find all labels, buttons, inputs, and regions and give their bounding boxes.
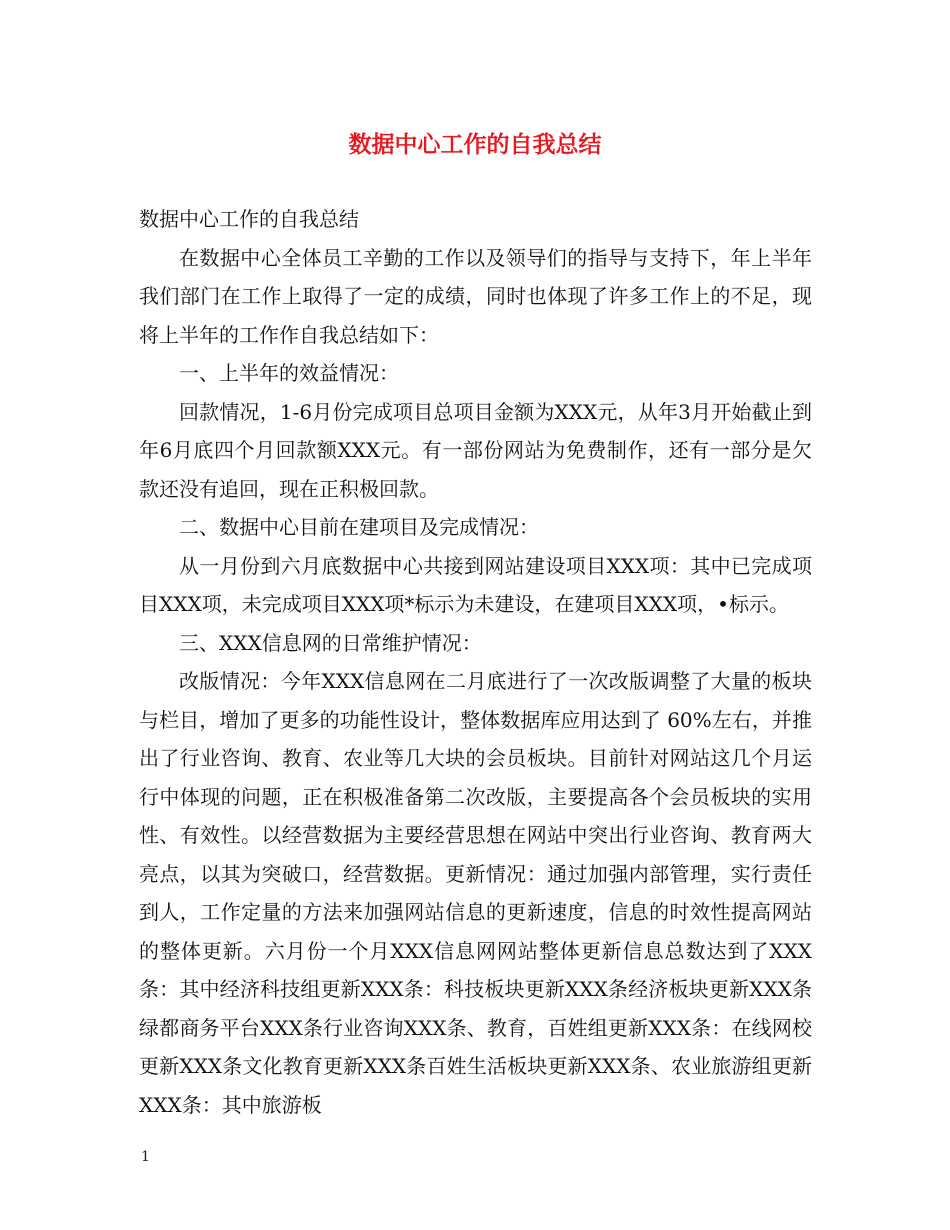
paragraph-payments: 回款情况，1-6月份完成项目总项目金额为XXX元，从年3月开始截止到年6月底四个月回款额XXX元。有一部份网站为免费制作，还有一部分是欠款还没有追回，现在正积极回款。	[139, 399, 812, 501]
section-heading-3: 三、XXX信息网的日常维护情况：	[179, 630, 482, 655]
document-title: 数据中心工作的自我总结	[348, 132, 602, 158]
body-subtitle: 数据中心工作的自我总结	[139, 207, 359, 231]
page-number: 1	[141, 1149, 150, 1165]
section-heading-1: 一、上半年的效益情况：	[179, 361, 399, 385]
paragraph-projects: 从一月份到六月底数据中心共接到网站建设项目XXX项：其中已完成项目XXX项，未完成项目XXX项*标示为未建设，在建项目XXX项，•标示。	[139, 553, 812, 616]
section-heading-2: 二、数据中心目前在建项目及完成情况：	[179, 515, 539, 539]
paragraph-intro: 在数据中心全体员工辛勤的工作以及领导们的指导与支持下，年上半年我们部门在工作上取得了一定的成绩，同时也体现了许多工作上的不足，现将上半年的工作作自我总结如下：	[139, 245, 812, 347]
paragraph-maintenance: 改版情况：今年XXX信息网在二月底进行了一次改版调整了大量的板块与栏目，增加了更多的功能性设计，整体数据库应用达到了 60%左右，并推出了行业咨询、教育、农业等几大块的会员板块。目前针对网站这几个月运行中体现的问题，正在积极准备第二次改版，主要提高各个会员板块的实用性、有效性。以经营数据为主要经营思想在网站中突出行业咨询、教育两大亮点，以其为突破口，经营数据。更新情况：通过加强内部管理，实行责任到人，工作定量的方法来加强网站信息的更新速度，信息的时效性提高网站的整体更新。六月份一个月XXX信息网网站整体更新信息总数达到了XXX条：其中经济科技组更新XXX条：科技板块更新XXX条经济板块更新XXX条绿都商务平台XXX条行业咨询XXX条、教育，百姓组更新XXX条：在线网校更新XXX条文化教育更新XXX条百姓生活板块更新XXX条、农业旅游组更新XXX条：其中旅游板	[139, 669, 812, 1117]
document-body	[139, 200, 812, 1124]
